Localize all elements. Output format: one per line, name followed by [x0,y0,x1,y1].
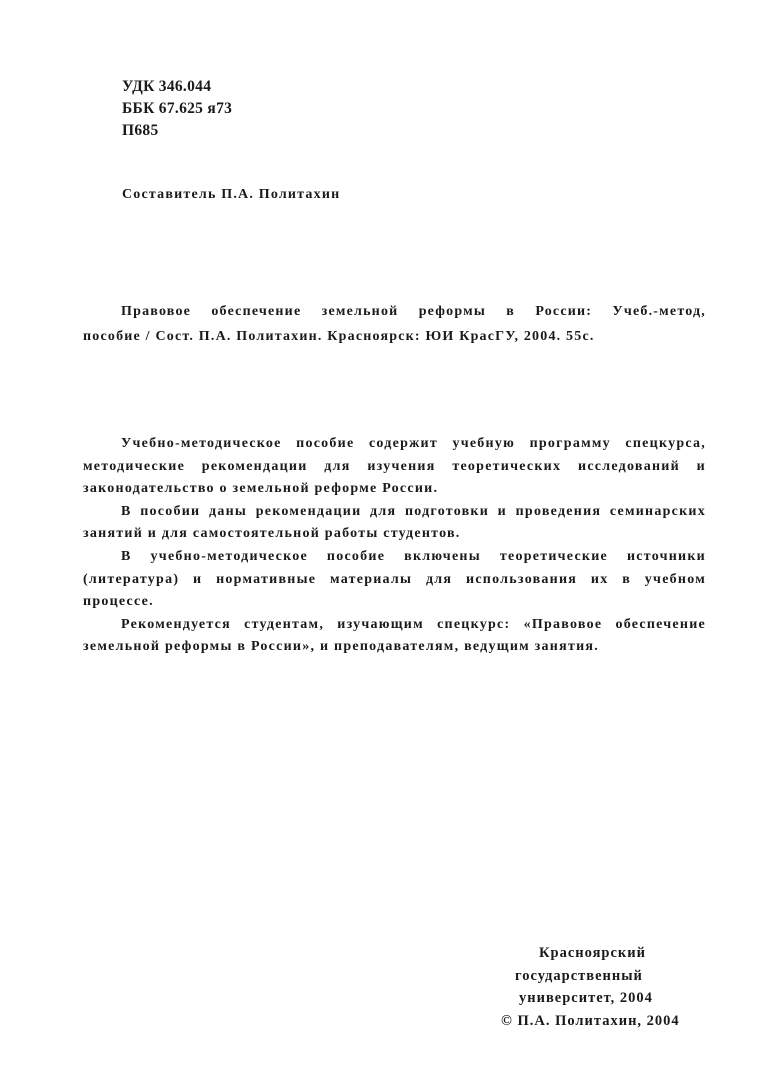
annotation-paragraph: Учебно-методическое пособие содержит учебную программу спецкурса, методические рекомендации для изучения теоретических исследований и законодательство о земельной реформе России. [83,436,706,497]
imprint-line-2: государственный [515,967,643,984]
udk-code: УДК 346.044 [122,78,212,95]
copyright-notice: © П.А. Политахин, 2004 [501,1012,680,1029]
annotation-paragraph: В учебно-методическое пособие включены теоретические источники (литература) и нормативные материалы для использования их в учебном процессе. [83,548,706,610]
annotation-paragraph: Рекомендуется студентам, изучающим спецкурс: «Правовое обеспечение земельной реформы в России», и преподавателям, ведущим занятия. [83,616,706,655]
annotation [83,433,706,659]
annotation-paragraph: В пособии даны рекомендации для подготовки и проведения семинарских занятий и для самостоятельной работы студентов. [83,503,706,542]
bibliographic-citation [83,299,706,349]
citation-line-1 [83,299,706,324]
publisher-imprint [497,942,712,1032]
imprint-line-1: Красноярский [539,945,647,961]
classification-codes [122,76,232,142]
author-mark: П685 [122,122,159,139]
citation-line-1-text: Правовое обеспечение земельной реформы в России: Учеб.-метод, [121,304,706,319]
citation-line-2: пособие / Сост. П.А. Политахин. Красноярск: ЮИ КрасГУ, 2004. 55с. [83,329,595,344]
imprint-line-3: университет, 2004 [519,990,653,1006]
bbk-code: ББК 67.625 я73 [122,100,233,117]
compiler-line: Составитель П.А. Политахин [122,187,341,202]
